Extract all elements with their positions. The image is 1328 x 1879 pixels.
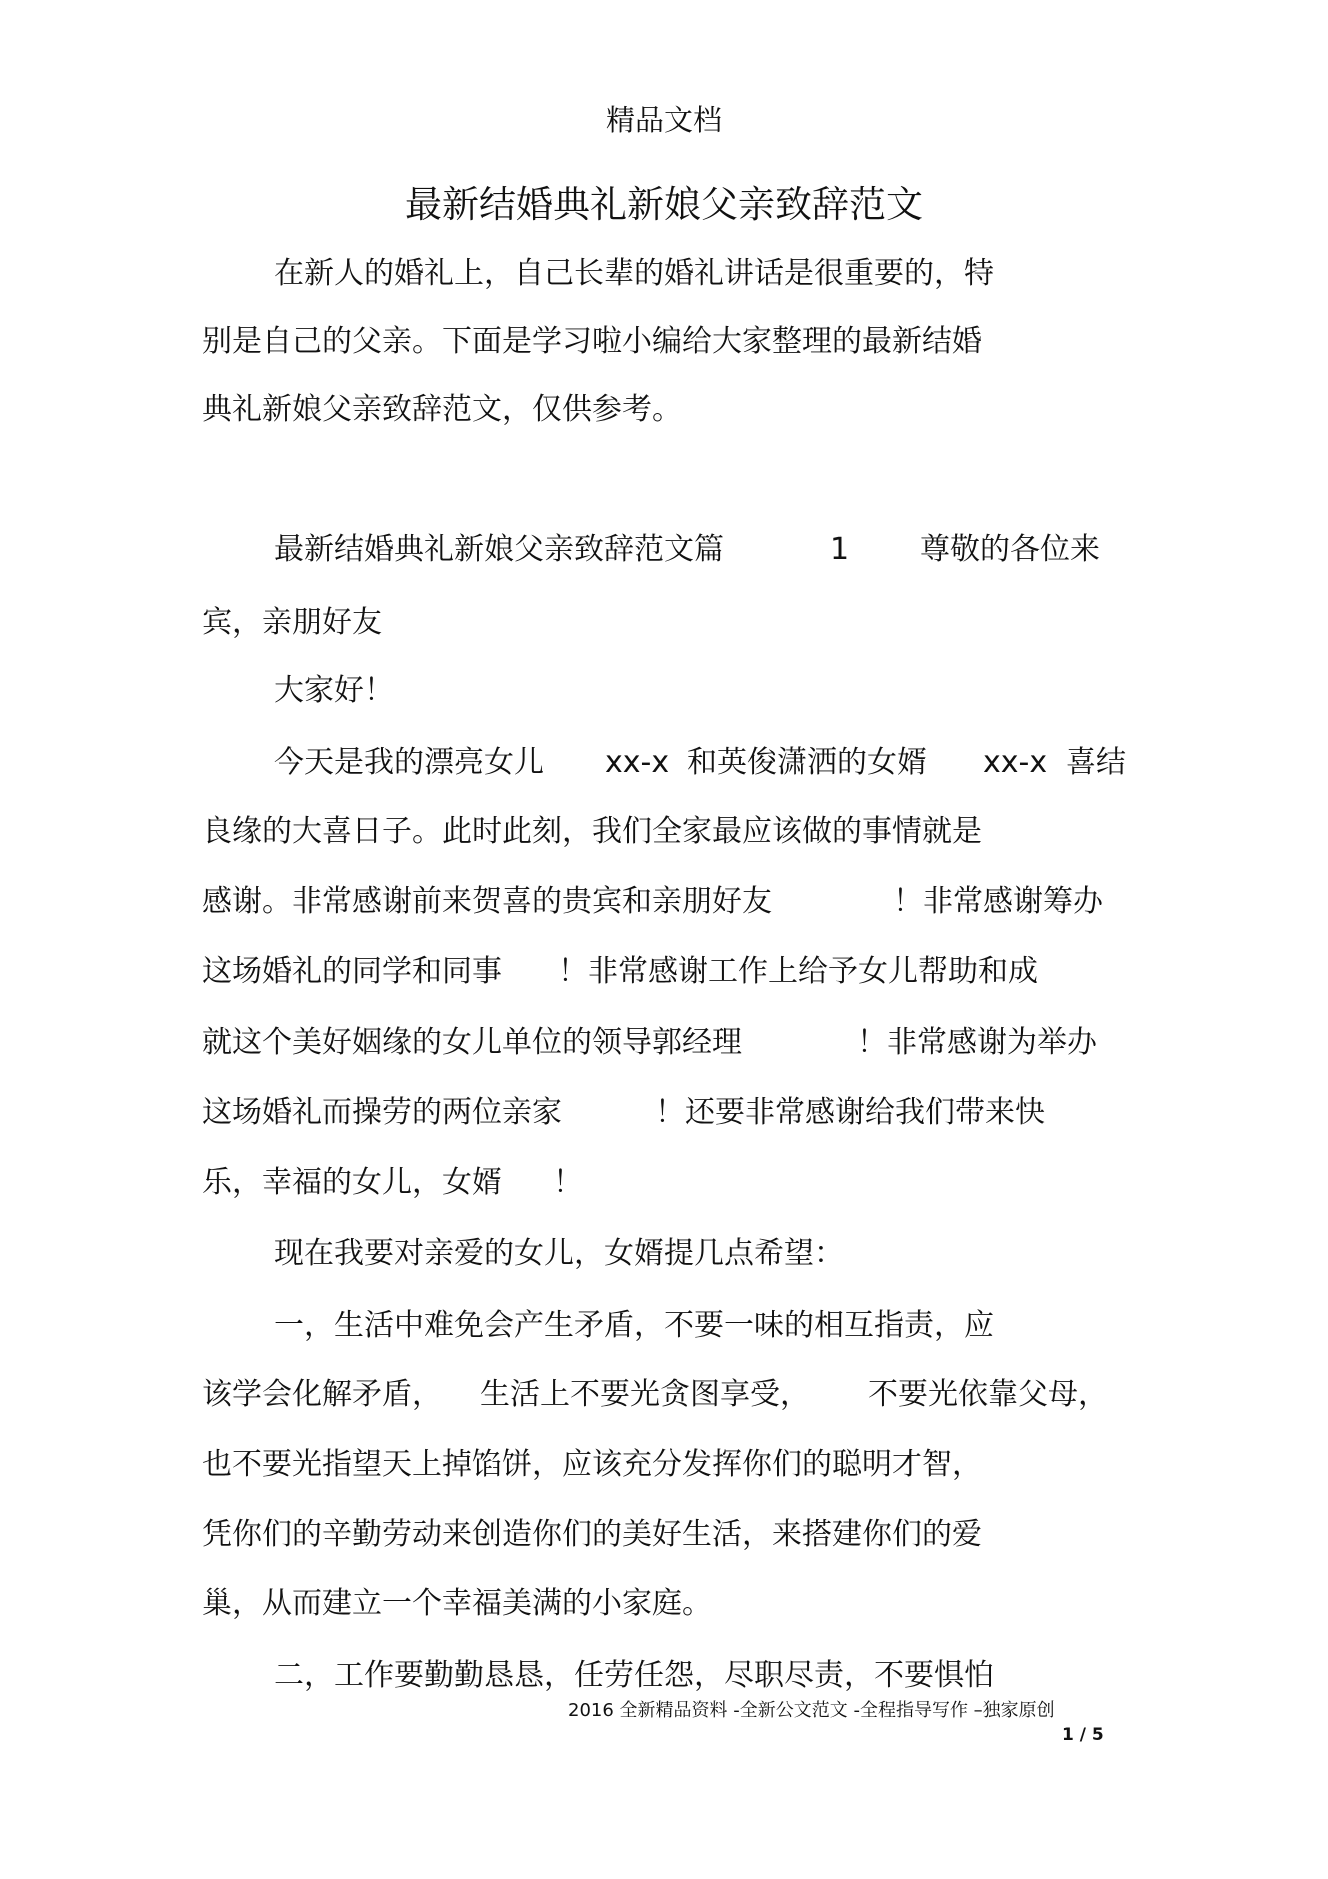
body-line: ！非常感谢工作上给予女儿帮助和成	[558, 954, 1038, 989]
body-line: 这场婚礼的同学和同事	[202, 954, 502, 989]
body-line: 最新结婚典礼新娘父亲致辞范文篇	[274, 532, 724, 567]
body-line: 这场婚礼而操劳的两位亲家	[202, 1095, 562, 1130]
page-number: 1 / 5	[1062, 1725, 1104, 1745]
body-line: ！	[553, 1165, 583, 1200]
body-line: 不要光依靠父母，	[868, 1377, 1108, 1412]
body-line: 巢，从而建立一个幸福美满的小家庭。	[202, 1586, 712, 1621]
body-line: 乐，幸福的女儿，女婿	[202, 1165, 502, 1200]
body-line: 和英俊潇洒的女婿	[687, 745, 927, 780]
body-line: 良缘的大喜日子。此时此刻，我们全家最应该做的事情就是	[202, 814, 982, 849]
body-line: 喜结	[1066, 745, 1126, 780]
body-line: 二，工作要勤勤恳恳，任劳任怨，尽职尽责，不要惧怕	[274, 1658, 994, 1693]
body-line: 今天是我的漂亮女儿	[274, 745, 544, 780]
body-line: 生活上不要光贪图享受，	[480, 1377, 810, 1412]
body-line: 一，生活中难免会产生矛盾，不要一味的相互指责，应	[274, 1308, 994, 1343]
body-line: 别是自己的父亲。下面是学习啦小编给大家整理的最新结婚	[202, 324, 982, 359]
page-footer: 2016 全新精品资料 -全新公文范文 -全程指导写作 –独家原创	[568, 1700, 1055, 1721]
body-line: 凭你们的辛勤劳动来创造你们的美好生活，来搭建你们的爱	[202, 1517, 982, 1552]
body-line: 大家好！	[274, 673, 394, 708]
body-line: ！非常感谢筹办	[893, 884, 1103, 919]
body-line: ！还要非常感谢给我们带来快	[655, 1095, 1045, 1130]
body-line: 1	[830, 532, 850, 567]
body-line: xx-x	[983, 745, 1048, 780]
body-line: 典礼新娘父亲致辞范文，仅供参考。	[202, 392, 682, 427]
document-title: 最新结婚典礼新娘父亲致辞范文	[405, 183, 923, 226]
page-header: 精品文档	[605, 103, 722, 137]
body-line: 感谢。非常感谢前来贺喜的贵宾和亲朋好友	[202, 884, 772, 919]
body-line: 该学会化解矛盾，	[202, 1377, 442, 1412]
body-line: 尊敬的各位来	[920, 532, 1100, 567]
body-line: xx-x	[605, 745, 670, 780]
body-line: 宾，亲朋好友	[202, 605, 382, 640]
body-line: 在新人的婚礼上，自己长辈的婚礼讲话是很重要的，特	[274, 256, 994, 291]
body-line: 现在我要对亲爱的女儿，女婿提几点希望：	[274, 1236, 844, 1271]
body-line: ！非常感谢为举办	[857, 1025, 1097, 1060]
body-line: 就这个美好姻缘的女儿单位的领导郭经理	[202, 1025, 742, 1060]
body-line: 也不要光指望天上掉馅饼，应该充分发挥你们的聪明才智，	[202, 1447, 982, 1482]
